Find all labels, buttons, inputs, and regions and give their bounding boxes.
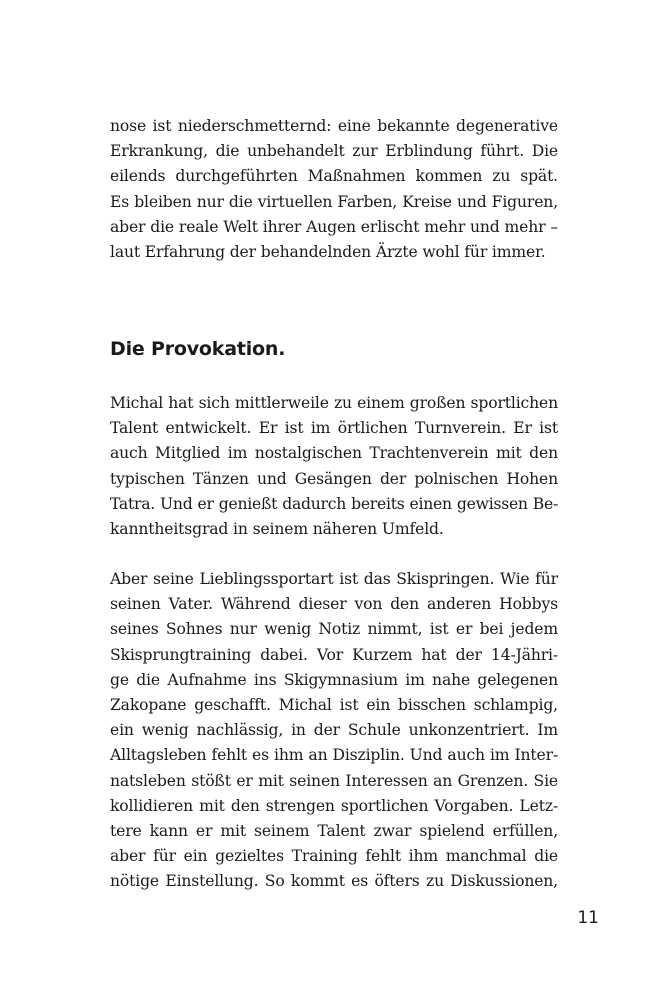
text-line: Aber seine Lieblingssportart ist das Skispringen. Wie für: [110, 570, 558, 588]
paragraph-3: [110, 567, 558, 894]
text-line: ein wenig nachlässig, in der Schule unkonzentriert. Im: [110, 721, 558, 740]
text-line: aber für ein gezieltes Training fehlt ihm manchmal die: [110, 847, 558, 866]
text-line: aber die reale Welt ihrer Augen erlischt mehr und mehr –: [110, 217, 558, 236]
text-line: seines Sohnes nur wenig Notiz nimmt, ist er bei jedem: [110, 620, 558, 639]
section-heading: Die Provokation.: [110, 338, 286, 360]
text-line: Alltagsleben fehlt es ihm an Disziplin. Und auch im Inter-: [110, 746, 558, 765]
text-line: auch Mitglied im nostalgischen Trachtenverein mit den: [110, 444, 558, 463]
text-line: Michal hat sich mittlerweile zu einem großen sportlichen: [110, 394, 558, 412]
text-line: kanntheitsgrad in seinem näheren Umfeld.: [110, 519, 444, 538]
paragraph-1: [110, 114, 558, 265]
text-line: Zakopane geschafft. Michal ist ein bisschen schlampig,: [110, 695, 558, 714]
text-line: eilends durchgeführten Maßnahmen kommen zu spät.: [110, 167, 558, 186]
paragraph-2: [110, 391, 558, 542]
text-line: ge die Aufnahme ins Skigymnasium im nahe gelegenen: [110, 670, 558, 689]
text-line: laut Erfahrung der behandelnden Ärzte wohl für immer.: [110, 242, 546, 261]
text-line: natsleben stößt er mit seinen Interessen an Grenzen. Sie: [110, 771, 558, 790]
text-line: Skisprungtraining dabei. Vor Kurzem hat der 14-Jähri-: [110, 645, 558, 664]
text-line: tere kann er mit seinem Talent zwar spielend erfüllen,: [110, 821, 558, 840]
text-line: nose ist niederschmetternd: eine bekannte degenerative: [110, 117, 558, 135]
page-number: 11: [577, 908, 599, 928]
text-line: nötige Einstellung. So kommt es öfters zu Diskussionen,: [110, 872, 558, 891]
text-line: seinen Vater. Während dieser von den anderen Hobbys: [110, 595, 558, 614]
text-line: typischen Tänzen und Gesängen der polnischen Hohen: [110, 469, 558, 488]
text-line: kollidieren mit den strengen sportlichen Vorgaben. Letz-: [110, 796, 558, 815]
text-line: Tatra. Und er genießt dadurch bereits einen gewissen Be-: [110, 494, 558, 513]
text-line: Es bleiben nur die virtuellen Farben, Kreise und Figuren,: [110, 192, 558, 211]
text-line: Erkrankung, die unbehandelt zur Erblindung führt. Die: [110, 142, 558, 161]
text-line: Talent entwickelt. Er ist im örtlichen Turnverein. Er ist: [110, 419, 558, 438]
